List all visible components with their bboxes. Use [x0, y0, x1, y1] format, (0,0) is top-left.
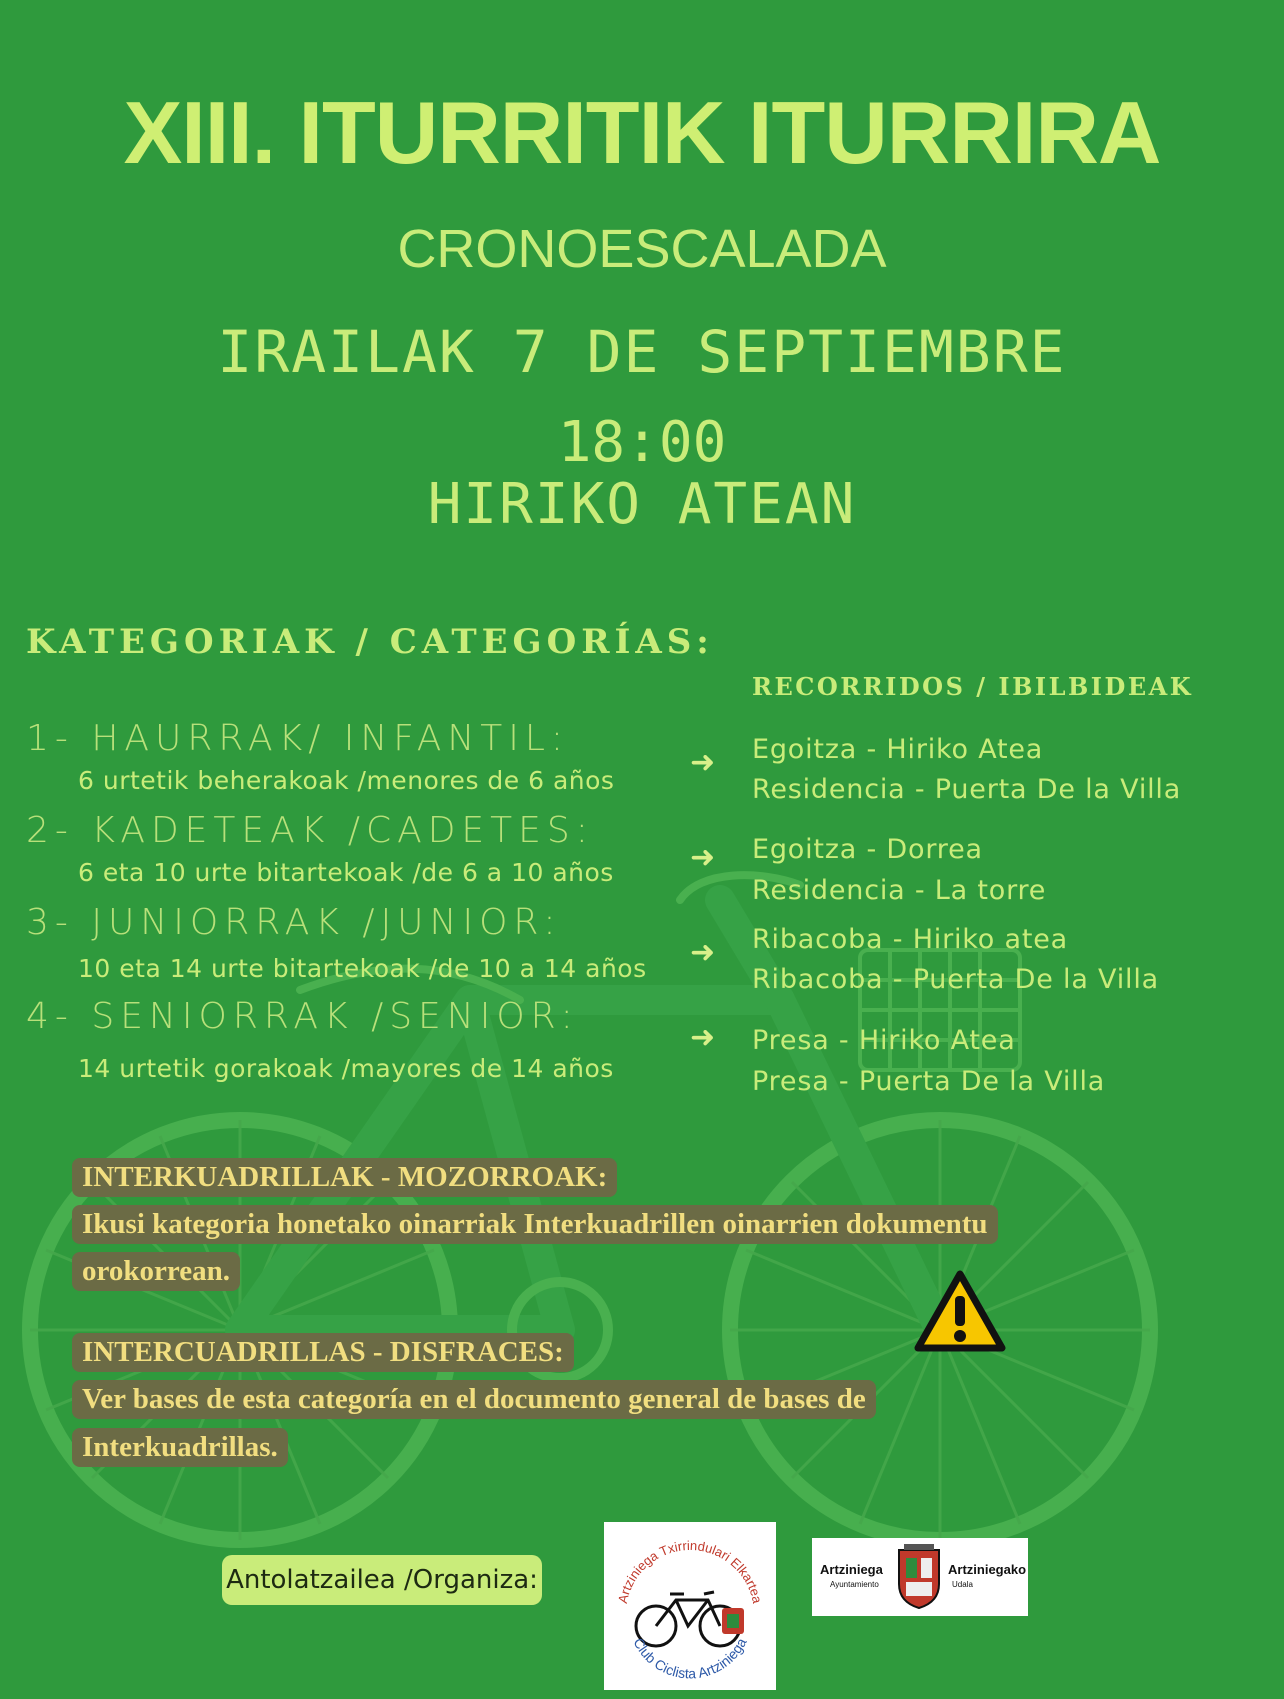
category-desc: 14 urtetik gorakoak /mayores de 14 años: [78, 1054, 614, 1083]
club-logo-top-text: Artziniega Txirrindulari Elkartea: [614, 1537, 766, 1605]
arrow-right-icon: ➜: [690, 935, 716, 970]
category-title: 4- SENIORRAK /SENIOR:: [26, 996, 579, 1037]
town-logo-right-sub: Udala: [952, 1580, 973, 1589]
routes-heading: RECORRIDOS / IBILBIDEAK: [752, 672, 1194, 701]
category-title: 2- KADETEAK /CADETES:: [26, 810, 594, 851]
arrow-right-icon: ➜: [690, 1020, 716, 1055]
category-desc: 10 eta 14 urte bitartekoak /de 10 a 14 años: [78, 954, 647, 983]
categories-heading: KATEGORIAK / CATEGORÍAS:: [26, 622, 714, 662]
route-line: Ribacoba - Puerta De la Villa: [752, 964, 1159, 995]
category-desc: 6 urtetik beherakoak /menores de 6 años: [78, 766, 615, 795]
notice-es-line: Ver bases de esta categoría en el documento general de bases de: [72, 1380, 876, 1419]
route-line: Residencia - Puerta De la Villa: [752, 774, 1182, 805]
notice-eu-line: Ikusi kategoria honetako oinarriak Interkuadrillen oinarrien dokumentu: [72, 1205, 998, 1244]
notice-es-line: Interkuadrillas.: [72, 1428, 288, 1467]
notice-eu-line: orokorrean.: [72, 1252, 240, 1291]
category-title: 3- JUNIORRAK /JUNIOR:: [26, 902, 562, 943]
route-line: Presa - Puerta De la Villa: [752, 1066, 1106, 1097]
notice-es-title: INTERCUADRILLAS - DISFRACES:: [72, 1333, 574, 1372]
event-date: IRAILAK 7 DE SEPTIEMBRE: [217, 318, 1067, 386]
route-line: Ribacoba - Hiriko atea: [752, 924, 1068, 955]
category-title: 1- HAURRAK/ INFANTIL:: [26, 718, 570, 759]
arrow-right-icon: ➜: [690, 840, 716, 875]
arrow-right-icon: ➜: [690, 745, 716, 780]
club-crest-icon: [722, 1608, 744, 1634]
club-logo: [604, 1522, 776, 1690]
svg-text:Club Ciclista Artziniega: [630, 1635, 749, 1681]
town-logo-left: Artziniega: [820, 1562, 883, 1577]
town-logo-left-sub: Ayuntamiento: [830, 1580, 879, 1589]
category-desc: 6 eta 10 urte bitartekoak /de 6 a 10 años: [78, 858, 614, 887]
notice-eu-title: INTERKUADRILLAK - MOZORROAK:: [72, 1158, 617, 1197]
route-line: Egoitza - Hiriko Atea: [752, 734, 1044, 765]
event-title: XIII. ITURRITIK ITURRIRA: [123, 83, 1161, 182]
town-logo-right: Artziniegako: [948, 1562, 1027, 1577]
event-subtitle: CRONOESCALADA: [397, 219, 887, 279]
organizer-label: Antolatzailea /Organiza:: [222, 1555, 542, 1605]
coat-of-arms-icon: [894, 1544, 944, 1610]
club-logo-bottom-text: Club Ciclista Artziniega: [630, 1635, 750, 1682]
warning-icon: [914, 1270, 1006, 1354]
route-line: Presa - Hiriko Atea: [752, 1025, 1016, 1056]
town-hall-logo: [812, 1538, 1028, 1616]
event-place: HIRIKO ATEAN: [427, 472, 857, 537]
svg-text:Artziniega Txirrindulari Elkar: [615, 1538, 765, 1605]
event-time: 18:00: [557, 410, 727, 475]
route-line: Residencia - La torre: [752, 875, 1047, 906]
route-line: Egoitza - Dorrea: [752, 834, 983, 865]
